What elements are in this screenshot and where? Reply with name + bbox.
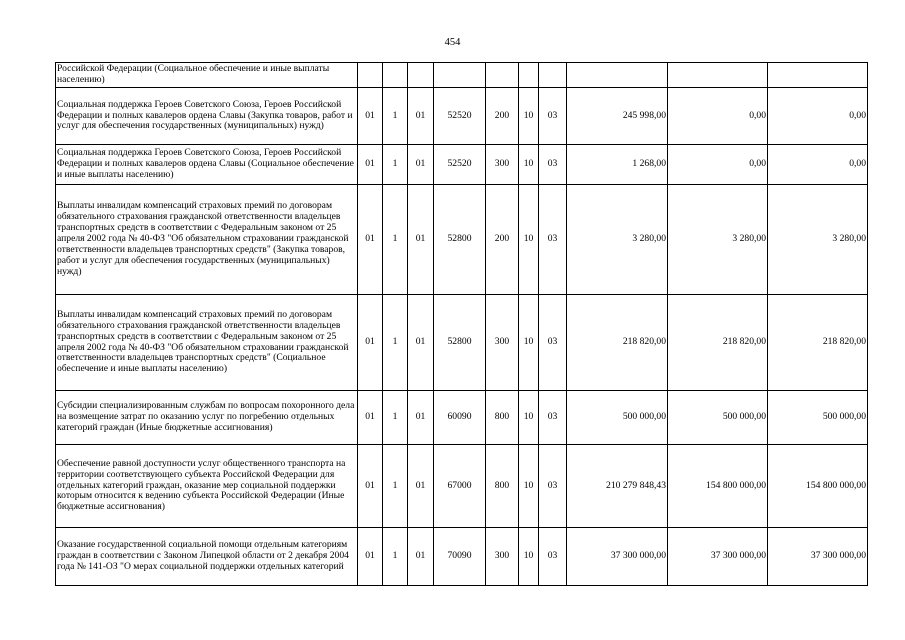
code-expense-type: 200 [486, 88, 519, 145]
code-program: 01 [358, 295, 383, 391]
amount-year-3: 0,00 [768, 145, 868, 185]
code-direction: 70090 [434, 528, 486, 586]
code-section: 10 [519, 295, 539, 391]
code-section: 10 [519, 528, 539, 586]
code-subsection: 03 [539, 528, 567, 586]
table-row [56, 295, 868, 391]
code-section: 10 [519, 445, 539, 528]
code-subprogram: 1 [383, 88, 408, 145]
table-row [56, 185, 868, 295]
table-row [56, 391, 868, 445]
row-name: Обеспечение равной доступности услуг общественного транспорта на территории соответствующего субъекта Российской Федерации для отдельных категорий граждан, оказание мер социальной поддержки которым относится к ведению субъекта Российской Федерации (Иные бюджетные ассигнования) [56, 445, 358, 528]
code-section: 10 [519, 145, 539, 185]
code-subsection: 03 [539, 445, 567, 528]
budget-table [55, 62, 868, 586]
code-subsection: 03 [539, 185, 567, 295]
amount-year-1: 500 000,00 [567, 391, 668, 445]
code-subprogram [383, 63, 408, 88]
code-section: 10 [519, 391, 539, 445]
row-name: Выплаты инвалидам компенсаций страховых премий по договорам обязательного страхования гражданской ответственности владельцев транспортных средств в соответствии с Федеральным законом от 25 апреля 2002 года № 40-ФЗ "Об обязательном страховании гражданской ответственности владельцев транспортных средств" (Закупка товаров, работ и услуг для обеспечения государственных (муниципальных) нужд) [56, 185, 358, 295]
code-main-event: 01 [408, 145, 434, 185]
code-program: 01 [358, 145, 383, 185]
code-section: 10 [519, 88, 539, 145]
code-main-event: 01 [408, 185, 434, 295]
row-name: Оказание государственной социальной помощи отдельным категориям граждан в соответствии с Законом Липецкой области от 2 декабря 2004 года № 141-ОЗ "О мерах социальной поддержки отдельных категорий [56, 528, 358, 586]
amount-year-3: 0,00 [768, 88, 868, 145]
code-section: 10 [519, 185, 539, 295]
table-row [56, 63, 868, 88]
code-direction: 52800 [434, 295, 486, 391]
amount-year-3: 218 820,00 [768, 295, 868, 391]
code-expense-type: 200 [486, 185, 519, 295]
code-expense-type: 300 [486, 145, 519, 185]
amount-year-1: 218 820,00 [567, 295, 668, 391]
row-name: Социальная поддержка Героев Советского Союза, Героев Российской Федерации и полных кавалеров ордена Славы (Социальное обеспечение и иные выплаты населению) [56, 145, 358, 185]
code-main-event: 01 [408, 88, 434, 145]
code-subsection: 03 [539, 391, 567, 445]
row-name: Социальная поддержка Героев Советского Союза, Героев Российской Федерации и полных кавалеров ордена Славы (Закупка товаров, работ и услуг для обеспечения государственных (муниципальных) нужд) [56, 88, 358, 145]
code-program: 01 [358, 528, 383, 586]
code-program [358, 63, 383, 88]
code-program: 01 [358, 391, 383, 445]
code-subsection [539, 63, 567, 88]
code-direction: 52520 [434, 145, 486, 185]
code-direction [434, 63, 486, 88]
code-subsection: 03 [539, 295, 567, 391]
table-body [56, 63, 868, 586]
code-direction: 67000 [434, 445, 486, 528]
code-expense-type [486, 63, 519, 88]
code-subsection: 03 [539, 88, 567, 145]
code-subprogram: 1 [383, 145, 408, 185]
amount-year-3: 3 280,00 [768, 185, 868, 295]
row-name: Российской Федерации (Социальное обеспечение и иные выплаты населению) [56, 63, 358, 88]
code-subsection: 03 [539, 145, 567, 185]
amount-year-3: 154 800 000,00 [768, 445, 868, 528]
table-row [56, 528, 868, 586]
amount-year-2: 0,00 [668, 88, 768, 145]
code-subprogram: 1 [383, 445, 408, 528]
code-main-event: 01 [408, 391, 434, 445]
amount-year-2: 3 280,00 [668, 185, 768, 295]
code-direction: 52520 [434, 88, 486, 145]
code-subprogram: 1 [383, 295, 408, 391]
code-program: 01 [358, 445, 383, 528]
code-main-event [408, 63, 434, 88]
code-subprogram: 1 [383, 528, 408, 586]
amount-year-2: 37 300 000,00 [668, 528, 768, 586]
code-expense-type: 800 [486, 445, 519, 528]
amount-year-1: 245 998,00 [567, 88, 668, 145]
code-program: 01 [358, 185, 383, 295]
code-subprogram: 1 [383, 185, 408, 295]
code-direction: 60090 [434, 391, 486, 445]
amount-year-3: 37 300 000,00 [768, 528, 868, 586]
amount-year-2: 0,00 [668, 145, 768, 185]
table-row [56, 145, 868, 185]
code-expense-type: 300 [486, 528, 519, 586]
amount-year-2: 154 800 000,00 [668, 445, 768, 528]
amount-year-1: 1 268,00 [567, 145, 668, 185]
amount-year-2 [668, 63, 768, 88]
amount-year-1: 3 280,00 [567, 185, 668, 295]
code-program: 01 [358, 88, 383, 145]
code-section [519, 63, 539, 88]
code-main-event: 01 [408, 445, 434, 528]
code-expense-type: 300 [486, 295, 519, 391]
code-direction: 52800 [434, 185, 486, 295]
table-row [56, 88, 868, 145]
amount-year-1 [567, 63, 668, 88]
code-subprogram: 1 [383, 391, 408, 445]
amount-year-1: 210 279 848,43 [567, 445, 668, 528]
amount-year-2: 500 000,00 [668, 391, 768, 445]
table-row [56, 445, 868, 528]
amount-year-3: 500 000,00 [768, 391, 868, 445]
amount-year-2: 218 820,00 [668, 295, 768, 391]
page-number: 454 [444, 37, 461, 48]
code-expense-type: 800 [486, 391, 519, 445]
amount-year-3 [768, 63, 868, 88]
row-name: Субсидии специализированным службам по вопросам похоронного дела на возмещение затрат по оказанию услуг по погребению отдельных категорий граждан (Иные бюджетные ассигнования) [56, 391, 358, 445]
row-name: Выплаты инвалидам компенсаций страховых премий по договорам обязательного страхования гражданской ответственности владельцев транспортных средств в соответствии с Федеральным законом от 25 апреля 2002 года № 40-ФЗ "Об обязательном страховании гражданской ответственности владельцев транспортных средств" (Социальное обеспечение и иные выплаты населению) [56, 295, 358, 391]
amount-year-1: 37 300 000,00 [567, 528, 668, 586]
code-main-event: 01 [408, 295, 434, 391]
code-main-event: 01 [408, 528, 434, 586]
